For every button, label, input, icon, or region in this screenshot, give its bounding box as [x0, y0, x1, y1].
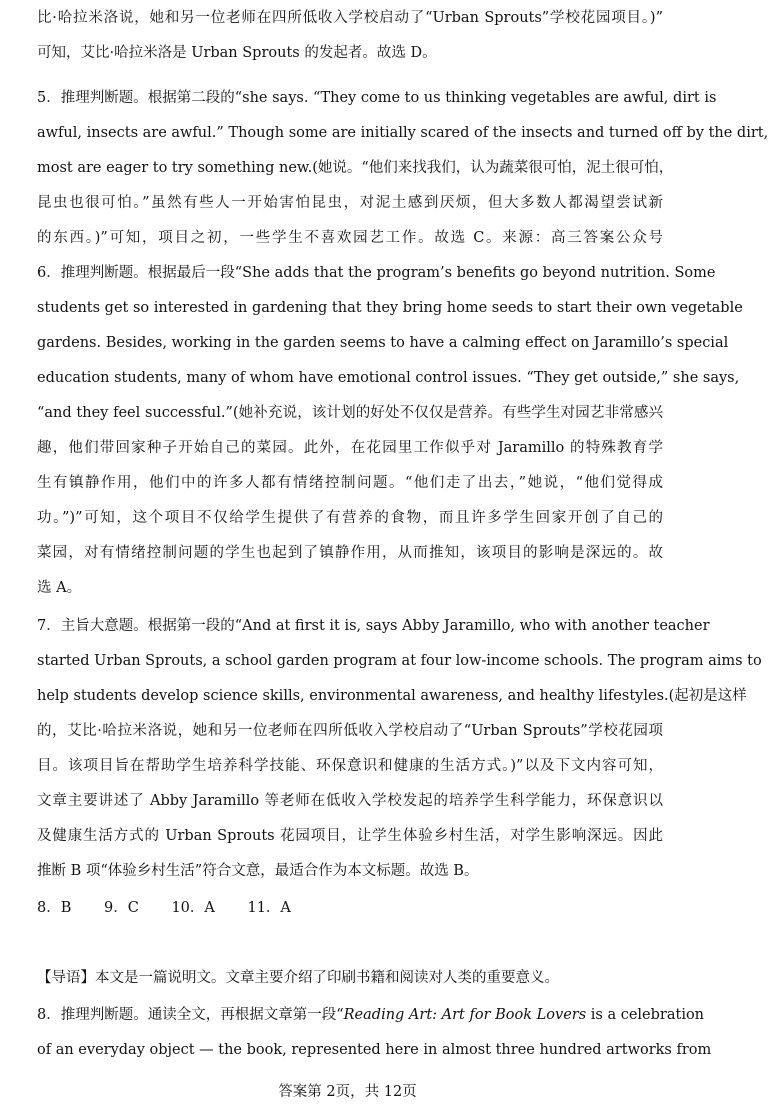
text-line: 趣，他们带回家种子开始自己的菜园。此外，在花园里工作似乎对 Jaramillo 的特殊教育学: [37, 440, 663, 456]
text-line: awful, insects are awful.” Though some are initially scared of the insects and turned off by the dirt,: [37, 125, 768, 141]
text-line: 选 A。: [37, 580, 82, 596]
text-line: 5．推理判断题。根据第二段的“she says. “They come to us thinking vegetables are awful, dirt is: [37, 90, 717, 106]
text-line: 比·哈拉米洛说，她和另一位老师在四所低收入学校启动了“Urban Sprouts”学校花园项目。)”: [37, 10, 663, 26]
text-line: 的东西。)”可知，项目之初，一些学生不喜欢园艺工作。故选 C。来源：高三答案公众号: [37, 230, 663, 246]
guide-line: 【导语】本文是一篇说明文。文章主要介绍了印刷书籍和阅读对人类的重要意义。: [37, 970, 559, 986]
text-line: “and they feel successful.”(她补充说，该计划的好处不仅仅是营养。有些学生对园艺非常感兴: [37, 405, 663, 421]
text-line: 可知，艾比·哈拉米洛是 Urban Sprouts 的发起者。故选 D。: [37, 45, 437, 61]
answer-item: 11．A: [247, 900, 291, 916]
text-line: 生有镇静作用，他们中的许多人都有情绪控制问题。“他们走了出去，”她说，“他们觉得成: [37, 475, 663, 491]
answer-item: 8．B: [37, 900, 72, 916]
text-line: most are eager to try something new.(她说。“他们来找我们，认为蔬菜很可怕，泥土很可怕，: [37, 160, 674, 176]
answer-key-row: [37, 898, 663, 918]
text-line: education students, many of whom have emotional control issues. “They get outside,” she says,: [37, 370, 740, 386]
text-line: 7．主旨大意题。根据第一段的“And at first it is, says Abby Jaramillo, who with another teacher: [37, 618, 710, 634]
text-line: 的，艾比·哈拉米洛说，她和另一位老师在四所低收入学校启动了“Urban Sprouts”学校花园项: [37, 723, 663, 739]
text-line: help students develop science skills, environmental awareness, and healthy lifestyles.(起初是这样: [37, 688, 747, 704]
text-line: students get so interested in gardening that they bring home seeds to start their own vegetable: [37, 300, 743, 316]
book-title: Reading Art: Art for Book Lovers: [343, 1007, 587, 1023]
answer-item: 9．C: [104, 900, 139, 916]
q8-prefix: 8．推理判断题。通读全文，再根据文章第一段“: [37, 1007, 344, 1023]
text-line: 目。该项目旨在帮助学生培养科学技能、环保意识和健康的生活方式。)”以及下文内容可知，: [37, 758, 663, 774]
text-line: 功。”)”可知，这个项目不仅给学生提供了有营养的食物，而且许多学生回家开创了自己的: [37, 510, 663, 526]
text-line: 推断 B 项“体验乡村生活”符合文意，最适合作为本文标题。故选 B。: [37, 863, 479, 879]
page-footer: 答案第 2页，共 12页: [278, 1084, 417, 1100]
text-line: 昆虫也很可怕。”虽然有些人一开始害怕昆虫，对泥土感到厌烦，但大多数人都渴望尝试新: [37, 195, 663, 211]
text-line: 文章主要讲述了 Abby Jaramillo 等老师在低收入学校发起的培养学生科学能力，环保意识以: [37, 793, 663, 809]
text-line: started Urban Sprouts, a school garden program at four low-income schools. The program aims to: [37, 653, 762, 669]
text-line: 菜园，对有情绪控制问题的学生也起到了镇静作用，从而推知，该项目的影响是深远的。故: [37, 545, 663, 561]
q8-suffix: is a celebration: [586, 1007, 705, 1023]
answer-item: 10．A: [171, 900, 215, 916]
text-line: 6．推理判断题。根据最后一段“She adds that the program’s benefits go beyond nutrition. Some: [37, 265, 716, 281]
text-line: gardens. Besides, working in the garden seems to have a calming effect on Jaramillo’s special: [37, 335, 729, 351]
text-line: 及健康生活方式的 Urban Sprouts 花园项目，让学生体验乡村生活，对学生影响深远。因此: [37, 828, 663, 844]
text-line: of an everyday object — the book, represented here in almost three hundred artworks from: [37, 1042, 712, 1058]
q8-line: [37, 1005, 705, 1025]
